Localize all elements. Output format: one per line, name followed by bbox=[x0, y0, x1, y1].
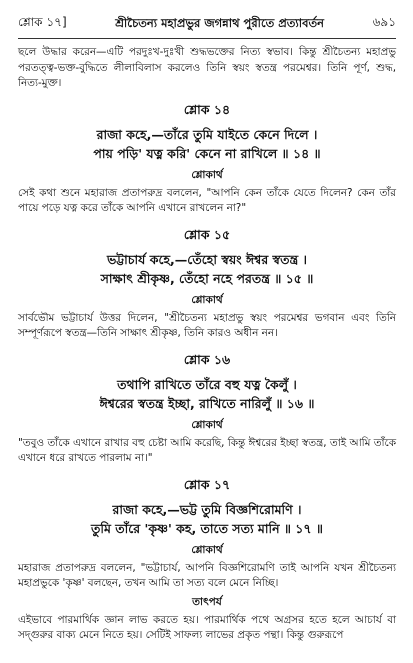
book-page bbox=[18, 14, 396, 644]
translation-heading: শ্লোকার্থ bbox=[191, 543, 223, 556]
verse-range-label: শ্লোক ১৭] bbox=[18, 15, 67, 29]
verse-line: পায় পড়ি' যত্ন করি' কেনে না রাখিলে ॥ ১৪ ॥ bbox=[93, 145, 321, 161]
verse-17 bbox=[18, 477, 396, 592]
purport-text: এইভাবে পারমার্থিক জ্ঞান লাভ করতে হয়। পারমার্থিক পথে অগ্রসর হতে হলে আচার্য বা সদ্গুরুর বাক্য মেনে নিতে হয়। সেটিই সাফল্য লাভের প্রকৃত পন্থা। কিন্তু গুরুরূপে bbox=[18, 613, 396, 641]
translation-heading: শ্লোকার্থ bbox=[191, 418, 223, 431]
translation-heading: শ্লোকার্থ bbox=[191, 293, 223, 306]
verse-line: রাজা কহে,—তাঁরে তুমি যাইতে কেনে দিলে । bbox=[96, 126, 318, 142]
translation-text: সেই কথা শুনে মহারাজ প্রতাপরুদ্র বললেন, "আপনি কেন তাঁকে যেতে দিলেন? কেন তাঁর পায়ে পড়ে যত্ন করে তাঁকে আপনি এখানে রাখলেন না?" bbox=[18, 186, 396, 214]
verse-heading: শ্লোক ১৭ bbox=[183, 476, 231, 492]
verse-line: তুমি তাঁরে 'কৃষ্ণ' কহ, তাতে সত্য মানি ॥ ১৭ ॥ bbox=[91, 520, 323, 536]
verse-heading: শ্লোক ১৫ bbox=[183, 226, 231, 242]
verse-heading: শ্লোক ১৬ bbox=[183, 351, 231, 367]
verse-line: রাজা কহে,—ভট্ট তুমি বিজ্ঞশিরোমণি । bbox=[112, 501, 302, 517]
verse-15 bbox=[18, 227, 396, 342]
intro-paragraph: ছলে উদ্ধার করেন—এটি পরদুঃখ-দুঃখী শুদ্ধভক্তের নিত্য স্বভাব। কিন্তু শ্রীচৈতন্য মহাপ্রভু পরতত্ত্ব-ভক্ত-বুদ্ধিতে লীলাবিলাস করলেও তিনি স্বয়ং স্বতন্ত্র পরমেশ্বর। তিনি পূর্ণ, শুদ্ধ, নিত্য-মুক্ত। bbox=[18, 46, 396, 89]
purport-heading: তাৎপর্য bbox=[192, 595, 222, 608]
page-number: ৬৯১ bbox=[372, 15, 396, 29]
verse-16 bbox=[18, 352, 396, 467]
verse-line: তথাপি রাখিতে তাঁরে বহু যত্ন কৈলুঁ । bbox=[117, 376, 297, 392]
verse-line: ঈশ্বরের স্বতন্ত্র ইচ্ছা, রাখিতে নারিলুঁ ॥ ১৬ ॥ bbox=[99, 395, 315, 411]
verse-line: ভট্টাচার্য কহে,—তেঁহো স্বয়ং ঈশ্বর স্বতন্ত্র । bbox=[106, 251, 308, 267]
verse-heading: শ্লোক ১৪ bbox=[183, 101, 231, 117]
purport-section bbox=[18, 595, 396, 644]
verse-14 bbox=[18, 102, 396, 217]
translation-heading: শ্লোকার্থ bbox=[191, 168, 223, 181]
chapter-title: শ্রীচৈতন্য মহাপ্রভুর জগন্নাথ পুরীতে প্রত্যাবর্তন bbox=[115, 16, 324, 30]
verse-line: সাক্ষাৎ শ্রীকৃষ্ণ, তেঁহো নহে পরতন্ত্র ॥ ১৫ ॥ bbox=[100, 270, 314, 286]
translation-text: সার্বভৌম ভট্টাচার্য উত্তর দিলেন, "শ্রীচৈতন্য মহাপ্রভু স্বয়ং পরমেশ্বর ভগবান এবং তিনি সম্পূর্ণরূপে স্বতন্ত্র—তিনি সাক্ষাৎ শ্রীকৃষ্ণ, তিনি কারও অধীন নন। bbox=[18, 311, 396, 339]
running-header bbox=[18, 14, 396, 39]
translation-text: মহারাজ প্রতাপরুদ্র বললেন, "ভট্টাচার্য, আপনি বিজ্ঞশিরোমণি তাই আপনি যখন শ্রীচৈতন্য মহাপ্রভুকে 'কৃষ্ণ' বলছেন, তখন আমি তা সত্য বলে মেনে নিচ্ছি। bbox=[18, 561, 396, 589]
translation-text: "তবুও তাঁকে এখানে রাখার বহু চেষ্টা আমি করেছি, কিন্তু ঈশ্বরের ইচ্ছা স্বতন্ত্র, তাই আমি তাঁকে এখানে ধরে রাখতে পারলাম না।" bbox=[18, 436, 396, 464]
